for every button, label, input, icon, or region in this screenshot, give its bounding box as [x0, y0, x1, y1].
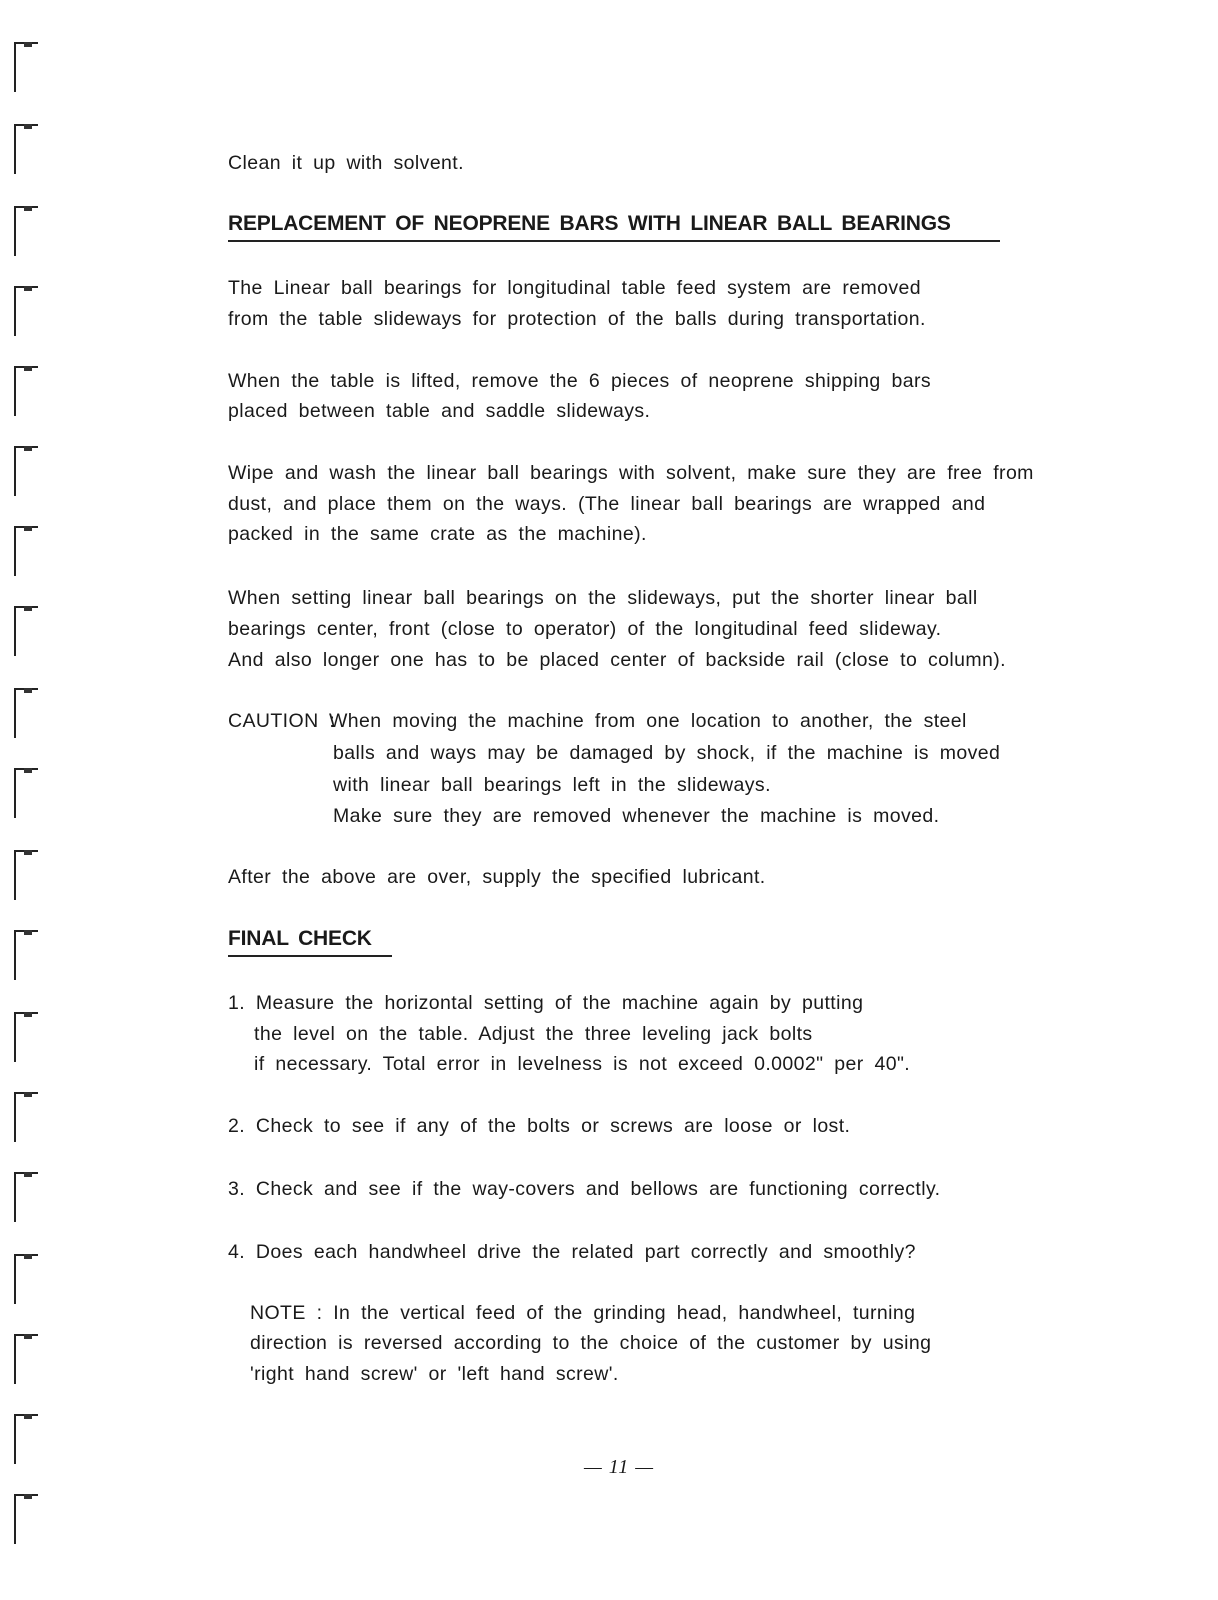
binding-hole — [14, 446, 38, 496]
section-heading-final-check: FINAL CHECK — [228, 927, 392, 957]
check-item-line: 1. Measure the horizontal setting of the machine again by putting — [228, 992, 864, 1014]
binding-hole — [14, 850, 38, 900]
binding-hole — [14, 206, 38, 256]
binding-hole — [14, 768, 38, 818]
note-line: NOTE : In the vertical feed of the grinding head, handwheel, turning — [250, 1302, 916, 1324]
paragraph-line: When the table is lifted, remove the 6 pieces of neoprene shipping bars — [228, 370, 932, 392]
binding-hole — [14, 1092, 38, 1142]
paragraph-line: Wipe and wash the linear ball bearings with solvent, make sure they are free from — [228, 462, 1034, 484]
caution-line: balls and ways may be damaged by shock, if the machine is moved — [333, 742, 1001, 764]
binding-hole — [14, 1012, 38, 1062]
paragraph-line: When setting linear ball bearings on the slideways, put the shorter linear ball — [228, 587, 978, 609]
caution-line: Make sure they are removed whenever the machine is moved. — [333, 805, 940, 827]
binding-hole — [14, 1172, 38, 1222]
paragraph-line: After the above are over, supply the specified lubricant. — [228, 866, 766, 888]
note-line: 'right hand screw' or 'left hand screw'. — [250, 1363, 619, 1385]
page-number: — 11 — — [584, 1456, 655, 1478]
binding-hole — [14, 124, 38, 174]
note-line: direction is reversed according to the choice of the customer by using — [250, 1332, 932, 1354]
binding-hole — [14, 1254, 38, 1304]
binding-hole — [14, 286, 38, 336]
binding-hole — [14, 1414, 38, 1464]
binding-hole — [14, 366, 38, 416]
check-item-line: 2. Check to see if any of the bolts or screws are loose or lost. — [228, 1115, 851, 1137]
paragraph-line: And also longer one has to be placed center of backside rail (close to column). — [228, 649, 1006, 671]
binding-hole — [14, 1334, 38, 1384]
binding-hole — [14, 930, 38, 980]
check-item-line: 3. Check and see if the way-covers and bellows are functioning correctly. — [228, 1178, 941, 1200]
paragraph-line: dust, and place them on the ways. (The linear ball bearings are wrapped and — [228, 493, 986, 515]
paragraph-line: placed between table and saddle slideways. — [228, 400, 651, 422]
caution-label: CAUTION : — [228, 710, 336, 732]
binding-hole — [14, 42, 38, 92]
caution-line: When moving the machine from one location to another, the steel — [329, 710, 967, 732]
binding-hole — [14, 1494, 38, 1544]
binding-hole — [14, 688, 38, 738]
paragraph-line: from the table slideways for protection of the balls during transportation. — [228, 308, 926, 330]
paragraph-line: packed in the same crate as the machine). — [228, 523, 647, 545]
check-item-line: the level on the table. Adjust the three leveling jack bolts — [254, 1023, 813, 1045]
intro-line: Clean it up with solvent. — [228, 152, 464, 174]
check-item-line: 4. Does each handwheel drive the related part correctly and smoothly? — [228, 1241, 916, 1263]
caution-line: with linear ball bearings left in the slideways. — [333, 774, 771, 796]
check-item-line: if necessary. Total error in levelness is not exceed 0.0002" per 40". — [254, 1053, 911, 1075]
section-heading-replacement: REPLACEMENT OF NEOPRENE BARS WITH LINEAR BALL BEARINGS — [228, 212, 1000, 242]
binding-hole — [14, 526, 38, 576]
binding-holes — [0, 0, 60, 1600]
binding-hole — [14, 606, 38, 656]
paragraph-line: bearings center, front (close to operator) of the longitudinal feed slideway. — [228, 618, 942, 640]
paragraph-line: The Linear ball bearings for longitudinal table feed system are removed — [228, 277, 922, 299]
